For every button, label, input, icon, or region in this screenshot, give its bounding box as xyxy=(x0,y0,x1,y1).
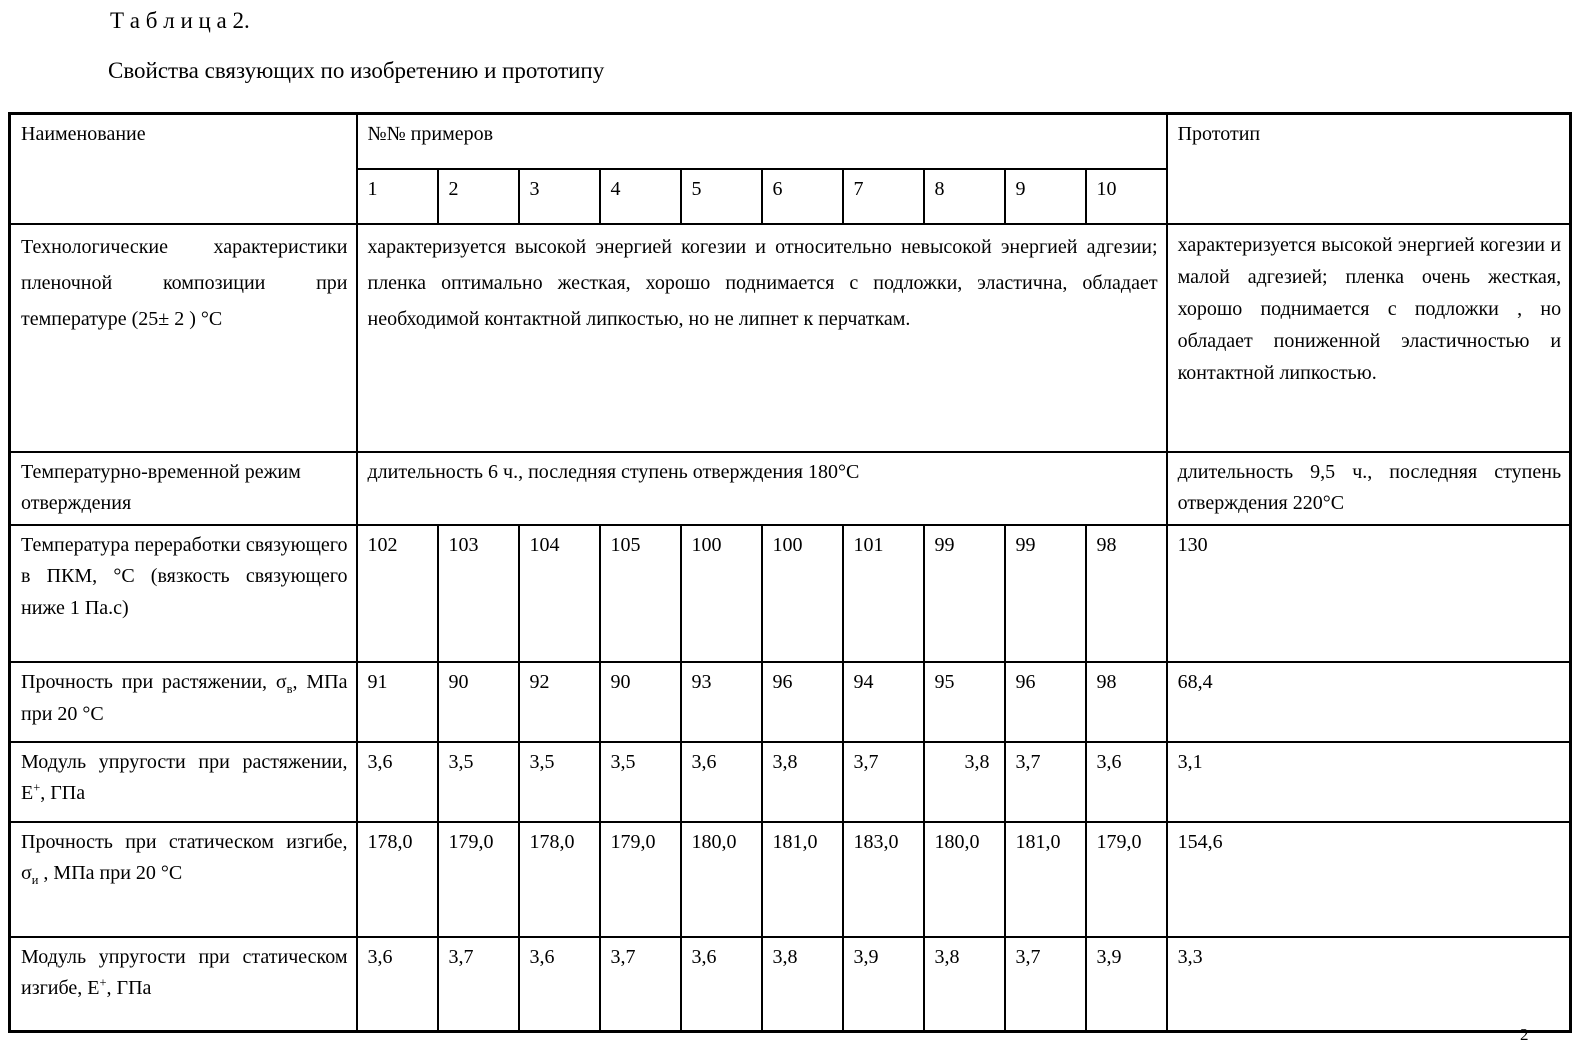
properties-table xyxy=(8,112,1572,1044)
example-value: 3,8 xyxy=(762,937,843,1032)
row-label-text: Температурно-временной режим отверждения xyxy=(21,460,301,515)
row-label-text: Модуль упругости при статическом изгибе, Е xyxy=(21,945,348,1000)
row-label xyxy=(10,822,357,937)
row-label-suffix: , МПа при 20 °С xyxy=(38,862,183,885)
prototype-value: длительность 9,5 ч., последняя ступень отверждения 220°С xyxy=(1167,452,1571,525)
table-row xyxy=(10,822,1571,937)
row-label xyxy=(10,662,357,742)
table-row xyxy=(10,937,1571,1032)
table-row xyxy=(10,742,1571,822)
row-label-superscript: + xyxy=(99,975,107,990)
row-label xyxy=(10,525,357,662)
page-number-artifact: 2 xyxy=(1520,1025,1529,1044)
row-label-text: Модуль упругости при растяжении, Е xyxy=(21,750,348,805)
example-value: 105 xyxy=(600,525,681,662)
prototype-value: 154,6 xyxy=(1167,822,1571,937)
row-label-suffix: , ГПа xyxy=(40,782,86,805)
example-value: 3,8 xyxy=(924,937,1005,1032)
example-value: 3,6 xyxy=(357,742,438,822)
example-value: 180,0 xyxy=(924,822,1005,937)
example-value: 99 xyxy=(1005,525,1086,662)
example-value: 100 xyxy=(681,525,762,662)
example-value: 3,8 xyxy=(762,742,843,822)
table-row xyxy=(10,662,1571,742)
examples-merged-text: длительность 6 ч., последняя ступень отверждения 180°С xyxy=(357,452,1167,525)
row-label xyxy=(10,224,357,452)
example-value: 93 xyxy=(681,662,762,742)
prototype-value: 68,4 xyxy=(1167,662,1571,742)
example-value: 3,7 xyxy=(1005,937,1086,1032)
row-label-suffix: , ГПа xyxy=(106,977,152,1000)
example-value: 178,0 xyxy=(357,822,438,937)
example-value: 3,6 xyxy=(681,742,762,822)
table-row xyxy=(10,224,1571,452)
row-label-text: Технологические характеристики пленочной композиции при температуре (25± 2 ) °С xyxy=(21,235,348,331)
example-value: 96 xyxy=(1005,662,1086,742)
example-value: 3,7 xyxy=(1005,742,1086,822)
row-label xyxy=(10,937,357,1032)
example-number: 9 xyxy=(1005,169,1086,224)
row-label-subscript: в xyxy=(286,681,293,696)
example-value: 3,6 xyxy=(357,937,438,1032)
row-label-suffix: , МПа при 20 °С xyxy=(21,670,348,726)
prototype-value: 3,3 xyxy=(1167,937,1571,1032)
example-value: 181,0 xyxy=(762,822,843,937)
column-header-prototype: Прототип xyxy=(1167,114,1571,224)
example-value: 179,0 xyxy=(600,822,681,937)
example-value: 3,7 xyxy=(438,937,519,1032)
table-row xyxy=(10,525,1571,662)
example-value: 98 xyxy=(1086,662,1167,742)
example-number: 8 xyxy=(924,169,1005,224)
example-value: 92 xyxy=(519,662,600,742)
example-value: 3,9 xyxy=(843,937,924,1032)
example-value: 94 xyxy=(843,662,924,742)
example-number: 3 xyxy=(519,169,600,224)
example-value: 99 xyxy=(924,525,1005,662)
column-header-name: Наименование xyxy=(10,114,357,224)
example-number: 5 xyxy=(681,169,762,224)
example-value: 91 xyxy=(357,662,438,742)
example-value: 3,9 xyxy=(1086,937,1167,1032)
example-value: 180,0 xyxy=(681,822,762,937)
column-header-examples: №№ примеров xyxy=(357,114,1167,169)
example-number: 10 xyxy=(1086,169,1167,224)
row-label xyxy=(10,742,357,822)
example-value: 104 xyxy=(519,525,600,662)
example-value: 90 xyxy=(438,662,519,742)
example-value: 98 xyxy=(1086,525,1167,662)
row-label-text: Прочность при статическом изгибе, σ xyxy=(21,830,348,885)
table-row xyxy=(10,452,1571,525)
example-value: 95 xyxy=(924,662,1005,742)
row-label-text: Прочность при растяжении, σ xyxy=(21,670,287,693)
example-value: 90 xyxy=(600,662,681,742)
prototype-value: 3,1 xyxy=(1167,742,1571,822)
row-label-superscript: + xyxy=(33,780,41,795)
example-value: 3,6 xyxy=(519,937,600,1032)
example-number: 4 xyxy=(600,169,681,224)
example-value: 183,0 xyxy=(843,822,924,937)
prototype-value: характеризуется высокой энергией когезии и малой адгезией; пленка очень жесткая, хорошо поднимается с подложки , но обладает пониженной эластичностью и контактной липкостью. xyxy=(1167,224,1571,452)
prototype-value: 130 xyxy=(1167,525,1571,662)
example-number: 6 xyxy=(762,169,843,224)
example-value: 102 xyxy=(357,525,438,662)
example-value: 3,7 xyxy=(600,937,681,1032)
example-number: 2 xyxy=(438,169,519,224)
example-value: 179,0 xyxy=(1086,822,1167,937)
examples-merged-text: характеризуется высокой энергией когезии и относительно невысокой энергией адгезии; пленка оптимально жесткая, хорошо поднимается с подложки, эластична, обладает необходимой контактной липкостью, но не липнет к перчаткам. xyxy=(357,224,1167,452)
header-row xyxy=(10,114,1571,169)
example-value: 3,6 xyxy=(1086,742,1167,822)
example-value: 3,5 xyxy=(438,742,519,822)
example-number: 1 xyxy=(357,169,438,224)
example-value: 96 xyxy=(762,662,843,742)
example-value: 101 xyxy=(843,525,924,662)
example-value: 3,8 xyxy=(924,742,1005,822)
row-label-text: Температура переработки связующего в ПКМ, °С (вязкость связующего ниже 1 Па.с) xyxy=(21,533,348,619)
example-value: 3,5 xyxy=(519,742,600,822)
example-value: 179,0 xyxy=(438,822,519,937)
example-value: 3,6 xyxy=(681,937,762,1032)
example-value: 3,7 xyxy=(843,742,924,822)
table-caption: Т а б л и ц а 2. xyxy=(110,8,250,33)
example-value: 178,0 xyxy=(519,822,600,937)
example-value: 3,5 xyxy=(600,742,681,822)
table-subtitle: Свойства связующих по изобретению и прототипу xyxy=(108,58,605,83)
example-value: 100 xyxy=(762,525,843,662)
example-value: 103 xyxy=(438,525,519,662)
example-value: 181,0 xyxy=(1005,822,1086,937)
row-label-subscript: и xyxy=(31,873,39,888)
example-number: 7 xyxy=(843,169,924,224)
row-label xyxy=(10,452,357,525)
